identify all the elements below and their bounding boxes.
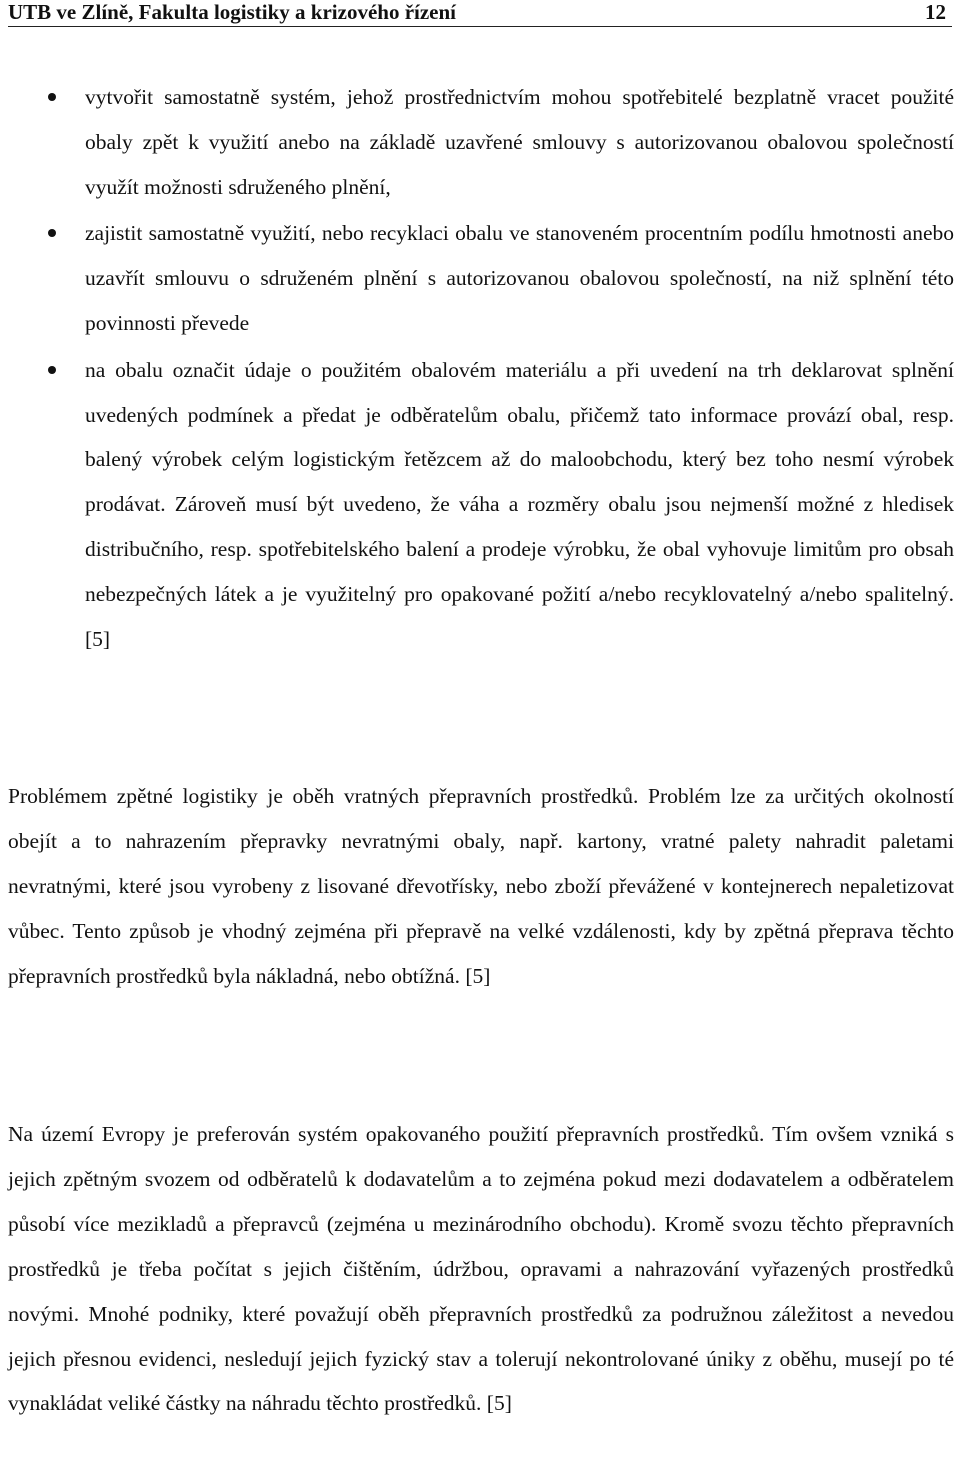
page-number: 12 bbox=[925, 0, 946, 24]
list-item bbox=[0, 75, 960, 209]
list-item-text: zajistit samostatně využití, nebo recyklaci obalu ve stanoveném procentním podílu hmotnosti anebo uzavřít smlouvu o sdruženém plnění s autorizovanou obalovou společností, na niž splnění této povinnosti převede bbox=[85, 221, 954, 335]
list-item-text: vytvořit samostatně systém, jehož prostřednictvím mohou spotřebitelé bezplatně vracet použité obaly zpět k využití anebo na základě uzavřené smlouvy s autorizovanou obalovou společností využít možnosti sdruženého plnění, bbox=[85, 85, 954, 199]
bullet-icon bbox=[48, 93, 56, 101]
page-header bbox=[8, 0, 952, 27]
list-item bbox=[0, 211, 960, 345]
bullet-icon bbox=[48, 229, 56, 237]
paragraph-reverse-logistics: Problémem zpětné logistiky je oběh vratných přepravních prostředků. Problém lze za určitých okolností obejít a to nahrazením přepravky nevratnými obaly, např. kartony, vratné palety nahradit paletami nevratnými, které jsou vyrobeny z lisované dřevotřísky, nebo zboží převážené v kontejnerech nepaletizovat vůbec. Tento způsob je vhodný zejména při přepravě na velké vzdálenosti, kdy by zpětná přeprava těchto přepravních prostředků byla nákladná, nebo obtížná. [5] bbox=[8, 784, 954, 988]
bullet-list bbox=[0, 75, 960, 663]
paragraph-europe-reuse: Na území Evropy je preferován systém opakovaného použití přepravních prostředků. Tím ovšem vzniká s jejich zpětným svozem od odběratelů k dodavatelům a to zejména pokud mezi dodavatelem a odběratelem působí více mezikladů a přepravců (zejména u mezinárodního obchodu). Kromě svozu těchto přepravních prostředků je třeba počítat s jejich čištěním, údržbou, opravami a nahrazování vyřazených prostředků novými. Mnohé podniky, které považují oběh přepravních prostředků za podružnou záležitost a nevedou jejich přesnou evidenci, nesledují jejich fyzický stav a tolerují nekontrolované úniky z oběhu, musejí po té vynakládat veliké částky na náhradu těchto prostředků. [5] bbox=[8, 1122, 954, 1416]
bullet-icon bbox=[48, 366, 56, 374]
list-item bbox=[0, 348, 960, 662]
header-title: UTB ve Zlíně, Fakulta logistiky a krizového řízení bbox=[8, 0, 457, 24]
list-item-text: na obalu označit údaje o použitém obalovém materiálu a při uvedení na trh deklarovat splnění uvedených podmínek a předat je odběratelům obalu, přičemž tato informace provází obal, resp. balený výrobek celým logistickým řetězcem až do maloobchodu, který bez toho nesmí výrobek prodávat. Zároveň musí být uvedeno, že váha a rozměry obalu jsou nejmenší možné z hledisek distribučního, resp. spotřebitelského balení a prodeje výrobku, že obal vyhovuje limitům pro obsah nebezpečných látek a je využitelný pro opakované požití a/nebo recyklovatelný a/nebo spalitelný. [5] bbox=[85, 357, 954, 651]
